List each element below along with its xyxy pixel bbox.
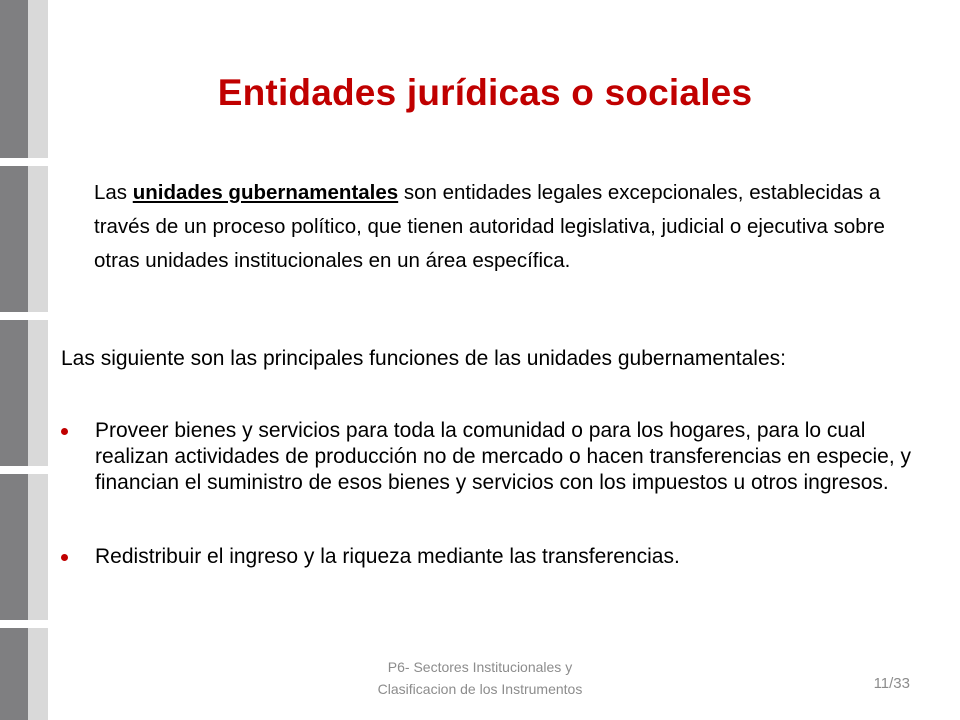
sidebar-band	[0, 320, 28, 466]
footer-line-1: P6- Sectores Institucionales y	[387, 659, 573, 675]
sidebar-separator	[0, 158, 48, 166]
intro-paragraph	[94, 176, 894, 278]
sidebar-band	[0, 166, 28, 312]
decorative-sidebar	[0, 0, 48, 720]
sidebar-strip	[28, 0, 48, 720]
list-item	[61, 544, 911, 570]
list-item	[61, 418, 911, 496]
bullet-text: Proveer bienes y servicios para toda la comunidad o para los hogares, para lo cual realizan actividades de producción no de mercado o hacen transferencias en especie, y financian el suministro de esos bienes y servicios con los impuestos u otros ingresos.	[95, 419, 911, 494]
intro-rest: son entidades legales excepcionales, establecidas a través de un proceso político, que tienen autoridad legislativa, judicial o ejecutiva sobre otras unidades institucionales en un área específica.	[94, 181, 885, 272]
sidebar-separator	[0, 620, 48, 628]
sidebar-separator	[0, 466, 48, 474]
footer-caption	[340, 656, 620, 700]
intro-term: unidades gubernamentales	[132, 181, 399, 204]
bullet-icon	[61, 428, 68, 435]
footer-line-2: Clasificacion de los Instrumentos	[377, 681, 583, 697]
sidebar-band	[0, 628, 28, 720]
slide-title: Entidades jurídicas o sociales	[217, 72, 753, 113]
bullet-text: Redistribuir el ingreso y la riqueza mediante las transferencias.	[95, 545, 680, 568]
functions-list	[61, 418, 911, 570]
intro-prefix: Las	[94, 181, 133, 204]
page-number: 11/33	[873, 675, 910, 692]
sidebar-band	[0, 0, 28, 158]
functions-lead: Las siguiente son las principales funciones de las unidades gubernamentales:	[61, 347, 786, 370]
sidebar-band	[0, 474, 28, 620]
sidebar-separator	[0, 312, 48, 320]
bullet-icon	[61, 554, 68, 561]
